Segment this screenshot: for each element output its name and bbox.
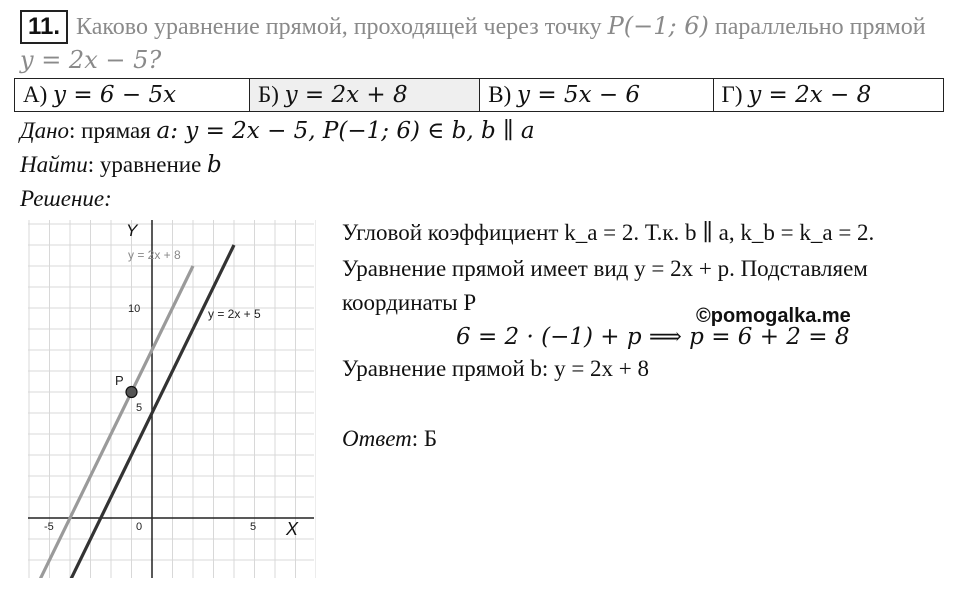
find-math: b [207, 152, 222, 178]
x-tick-5: 5 [250, 521, 257, 533]
option-a-label: А) [23, 82, 48, 107]
solution-line-2: Уравнение прямой имеет вид y = 2x + p. Подставляем [342, 256, 868, 281]
option-v-label: В) [488, 82, 512, 107]
graph [24, 214, 316, 578]
given-label: Дано [20, 118, 70, 143]
given-text: : прямая [69, 118, 157, 143]
problem-number: 11. [20, 10, 68, 44]
y-tick-10: 10 [128, 303, 141, 315]
question-suffix: параллельно прямой [708, 14, 926, 40]
question-line-1 [76, 12, 926, 41]
point-label: P [115, 373, 124, 388]
x-axis-label: X [286, 519, 299, 539]
x-tick-neg5: -5 [44, 521, 54, 533]
option-g-label: Г) [721, 82, 743, 107]
find-label: Найти [20, 152, 88, 177]
option-v[interactable] [480, 79, 713, 112]
option-a[interactable] [15, 79, 250, 112]
x-tick-0: 0 [136, 521, 143, 533]
option-v-formula: y = 5x − 6 [517, 82, 641, 108]
line1-label: y = 2x + 8 [128, 248, 181, 262]
solution-line-3: координаты P [342, 290, 477, 315]
option-a-formula: y = 6 − 5x [53, 82, 177, 108]
options-table [14, 78, 944, 112]
watermark: ©pomogalka.me [696, 305, 851, 327]
question-prefix: Каково уравнение прямой, проходящей через точку [76, 14, 608, 40]
given-math: a: y = 2x − 5, P(−1; 6) ∈ b, b ∥ a [156, 118, 535, 144]
option-b[interactable] [250, 79, 480, 112]
answer-line [342, 426, 437, 452]
option-b-formula: y = 2x + 8 [284, 82, 408, 108]
option-g[interactable] [713, 79, 943, 112]
question-point: P(−1; 6) [607, 12, 709, 40]
answer-value: : Б [411, 426, 438, 451]
line2-label: y = 2x + 5 [208, 307, 261, 321]
option-g-formula: y = 2x − 8 [748, 82, 872, 108]
solution-line-4: 6 = 2 · (−1) + p ⟹ p = 6 + 2 = 8 [456, 324, 850, 350]
find-line [20, 152, 222, 178]
given-line [20, 118, 535, 144]
grid [28, 220, 316, 578]
y-axis-label: Y [126, 221, 138, 240]
solution-label: Решение: [20, 186, 112, 211]
points [126, 387, 137, 398]
answer-label: Ответ [342, 426, 412, 451]
find-text: : уравнение [87, 152, 208, 177]
point-p [126, 387, 137, 398]
option-b-label: Б) [258, 82, 279, 107]
solution-label-text: Решение [20, 186, 105, 211]
solution-line-1: Угловой коэффициент k_a = 2. Т.к. b ∥ a, k_b = k_a = 2. [342, 220, 875, 245]
question-line-2: y = 2x − 5? [20, 46, 162, 74]
y-tick-5: 5 [136, 402, 143, 414]
solution-line-5: Уравнение прямой b: y = 2x + 8 [342, 356, 650, 381]
